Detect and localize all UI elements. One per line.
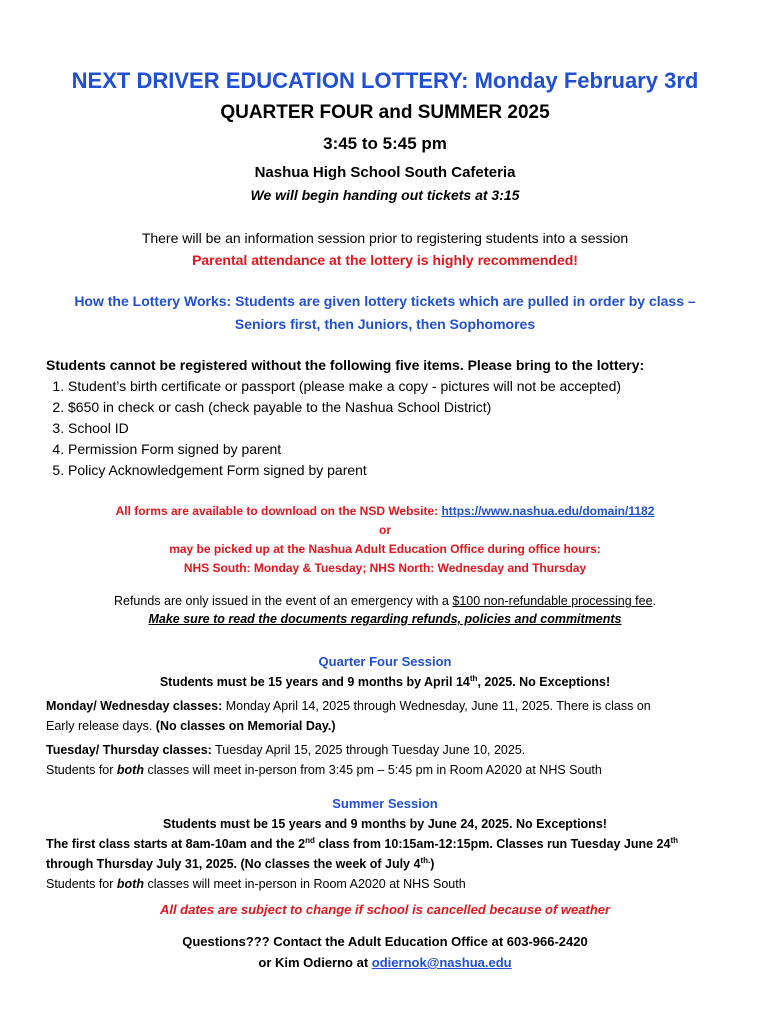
- forms-download-line: [46, 502, 724, 521]
- summer-both-a: Students for: [46, 877, 114, 891]
- forms-info: [46, 502, 724, 578]
- how-line-2: Seniors first, then Juniors, then Sophomores: [234, 316, 536, 332]
- list-item: 3. School ID: [68, 418, 724, 439]
- tt-label: Tuesday/ Thursday classes:: [46, 743, 212, 757]
- summer-text-a: The first class starts at 8am-10am and the 2: [46, 837, 306, 851]
- summer-both-word: both: [116, 877, 144, 891]
- requirements-list: [46, 376, 724, 481]
- list-item: 1. Student’s birth certificate or passport (please make a copy - pictures will not be accepted): [68, 376, 724, 397]
- both-text-a: Students for: [46, 763, 114, 777]
- summer-sup-c: th.: [420, 855, 431, 865]
- weather-notice: All dates are subject to change if school is cancelled because of weather: [159, 902, 611, 917]
- tickets-note: We will begin handing out tickets at 3:15: [250, 187, 520, 203]
- summer-heading: Summer Session: [332, 796, 438, 811]
- refund-fee: $100 non-refundable processing fee: [452, 594, 653, 608]
- quarter-heading: QUARTER FOUR and SUMMER 2025: [220, 102, 550, 123]
- info-session-text: There will be an information session prior to registering students into a session: [141, 230, 629, 246]
- mw-classes: [46, 696, 724, 736]
- contact-info: [46, 931, 724, 973]
- refunds-line: [46, 592, 724, 610]
- venue-heading: Nashua High School South Cafeteria: [254, 164, 516, 181]
- both-text-b: classes will meet in-person from 3:45 pm – 5:45 pm in Room A2020 at NHS South: [147, 763, 602, 777]
- quarter-four-age-requirement: [46, 672, 724, 692]
- office-hours: NHS South: Monday & Tuesday; NHS North: Wednesday and Thursday: [183, 561, 587, 575]
- refunds-text: Refunds are only issued in the event of an emergency with a: [113, 594, 449, 608]
- email-link[interactable]: odiernok@nashua.edu: [371, 955, 512, 970]
- tt-text: Tuesday April 15, 2025 through Tuesday June 10, 2025.: [215, 743, 526, 757]
- summer-text-b: class from 10:15am-12:15pm. Classes run Tuesday June 24: [318, 837, 671, 851]
- age-suffix: th: [469, 673, 478, 683]
- mw-text: Monday April 14, 2025 through Wednesday, June 11, 2025. There is class on: [225, 699, 651, 713]
- age-text: Students must be 15 years and 9 months by April 14: [159, 675, 470, 689]
- mw-label: Monday/ Wednesday classes:: [46, 699, 223, 713]
- forms-or: or: [379, 523, 391, 537]
- refunds-period: .: [652, 594, 657, 608]
- summer-text-c: through Thursday July 31, 2025. (No classes the week of July 4: [46, 857, 421, 871]
- summer-text-d: ): [430, 857, 435, 871]
- tt-classes: [46, 740, 724, 780]
- page-title: NEXT DRIVER EDUCATION LOTTERY: Monday February 3rd: [71, 68, 699, 93]
- time-heading: 3:45 to 5:45 pm: [323, 134, 447, 153]
- contact-kim-line: [46, 952, 724, 973]
- summer-sup-b: th: [670, 835, 678, 845]
- both-word: both: [116, 763, 144, 777]
- list-item: 4. Permission Form signed by parent: [68, 439, 724, 460]
- summer-sup-a: nd: [305, 835, 315, 845]
- list-item: 5. Policy Acknowledgement Form signed by parent: [68, 460, 724, 481]
- summer-schedule: [46, 834, 724, 894]
- quarter-four-heading: Quarter Four Session: [318, 654, 452, 669]
- questions-line: Questions??? Contact the Adult Education Office at 603-966-2420: [182, 934, 588, 949]
- read-documents-note: Make sure to read the documents regarding refunds, policies and commitments: [148, 612, 622, 626]
- refunds-info: [46, 592, 724, 628]
- summer-first-class: [46, 837, 678, 871]
- forms-pickup: may be picked up at the Nashua Adult Education Office during office hours:: [169, 542, 601, 556]
- parental-notice: Parental attendance at the lottery is highly recommended!: [192, 252, 578, 268]
- contact-kim-text: or Kim Odierno at: [258, 955, 369, 970]
- summer-age-requirement: Students must be 15 years and 9 months by June 24, 2025. No Exceptions!: [163, 817, 607, 831]
- lottery-how-it-works: [46, 290, 724, 336]
- requirements-heading: Students cannot be registered without the following five items. Please bring to the lottery:: [46, 357, 645, 373]
- age-text-end: , 2025. No Exceptions!: [477, 675, 611, 689]
- summer-both-b: classes will meet in-person in Room A2020 at NHS South: [147, 877, 466, 891]
- list-item: 2. $650 in check or cash (check payable to the Nashua School District): [68, 397, 724, 418]
- mw-note: (No classes on Memorial Day.): [155, 719, 336, 733]
- forms-download-text: All forms are available to download on the NSD Website:: [115, 504, 439, 518]
- mw-text-2: Early release days.: [46, 719, 153, 733]
- how-line-1: How the Lottery Works: Students are given lottery tickets which are pulled in order by class –: [74, 293, 696, 309]
- nsd-website-link[interactable]: https://www.nashua.edu/domain/1182: [441, 504, 655, 518]
